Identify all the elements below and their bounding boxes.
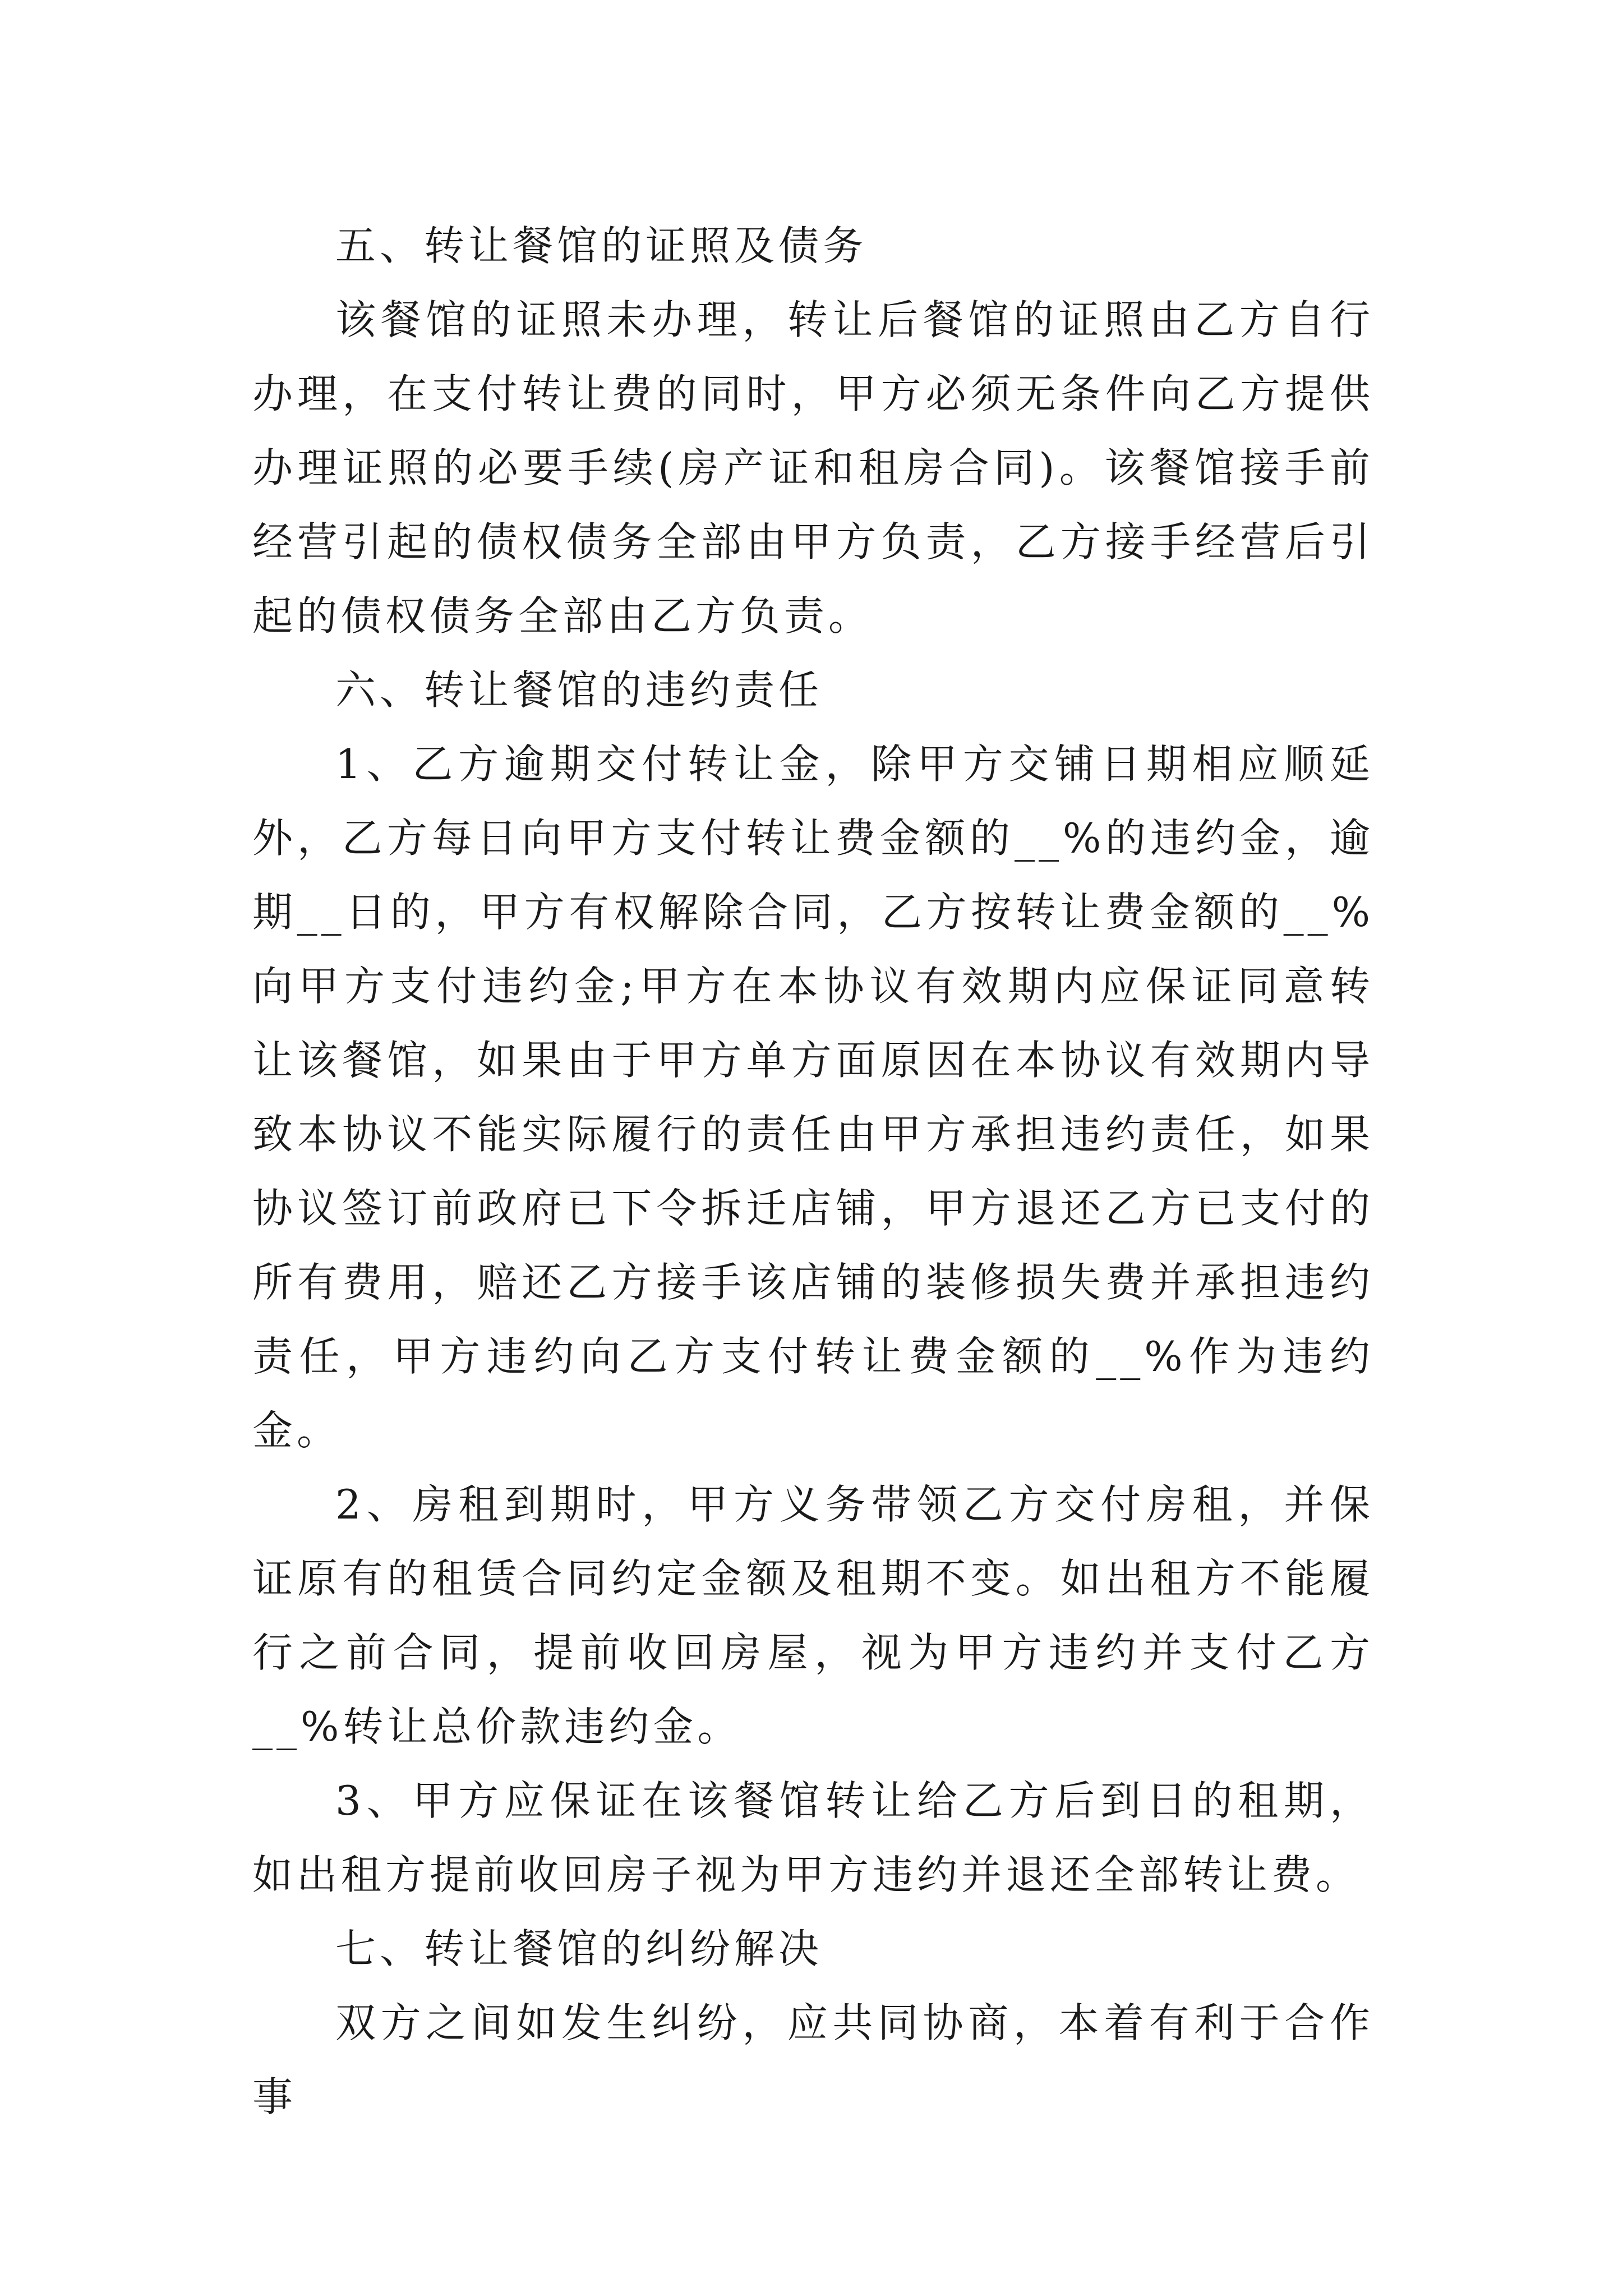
paragraph-breach-3: 3、甲方应保证在该餐馆转让给乙方后到日的租期，如出租方提前收回房子视为甲方违约并退还全部转让费。 xyxy=(252,1777,1374,1898)
document-body xyxy=(252,209,1374,2134)
section-heading-6: 六、转让餐馆的违约责任 xyxy=(335,666,823,714)
paragraph-breach-1: 1、乙方逾期交付转让金，除甲方交铺日期相应顺延外，乙方每日向甲方支付转让费金额的__%的违约金，逾期__日的，甲方有权解除合同，乙方按转让费金额的__%向甲方支付违约金;甲方在本协议有效期内应保证同意转让该餐馆，如果由于甲方单方面原因在本协议有效期内导致本协议不能实际履行的责任由甲方承担违约责任，如果协议签订前政府已下令拆迁店铺，甲方退还乙方已支付的所有费用，赔还乙方接手该店铺的装修损失费并承担违约责任，甲方违约向乙方支付转让费金额的__%作为违约金。 xyxy=(252,740,1374,1454)
paragraph-licenses-debts: 该餐馆的证照未办理，转让后餐馆的证照由乙方自行办理，在支付转让费的同时，甲方必须无条件向乙方提供办理证照的必要手续(房产证和租房合同)。该餐馆接手前经营引起的债权债务全部由甲方负责，乙方接手经营后引起的债权债务全部由乙方负责。 xyxy=(252,296,1374,639)
paragraph-dispute: 双方之间如发生纠纷，应共同协商，本着有利于合作事 xyxy=(252,1999,1374,2120)
section-heading-5: 五、转让餐馆的证照及债务 xyxy=(335,222,868,269)
section-heading-7: 七、转让餐馆的纠纷解决 xyxy=(335,1925,823,1972)
paragraph-breach-2: 2、房租到期时，甲方义务带领乙方交付房租，并保证原有的租赁合同约定金额及租期不变。如出租方不能履行之前合同，提前收回房屋，视为甲方违约并支付乙方__%转让总价款违约金。 xyxy=(252,1481,1374,1750)
